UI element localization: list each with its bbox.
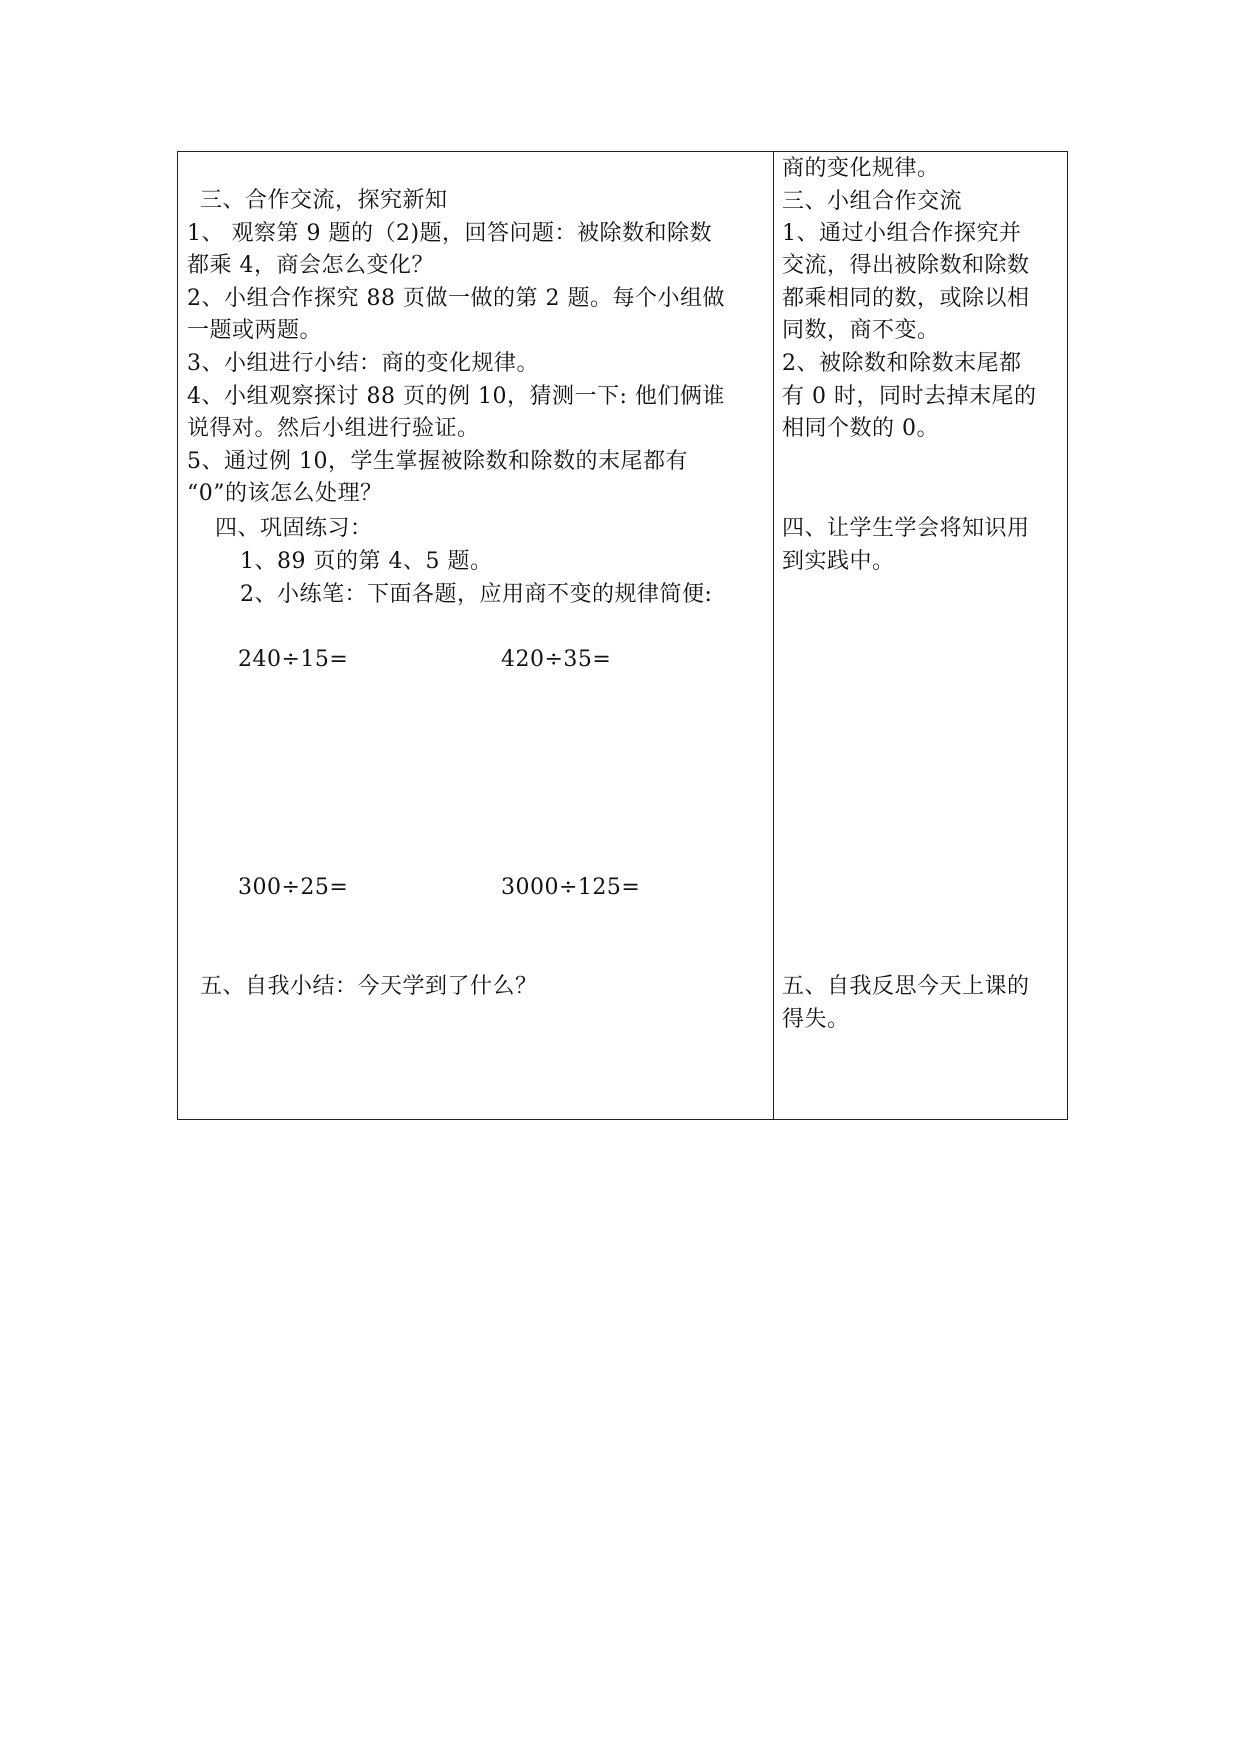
equation-3000-div-125: 3000÷125= xyxy=(501,875,641,900)
right-item1-line3: 都乘相同的数，或除以相 xyxy=(782,286,1030,311)
equation-420-div-35: 420÷35= xyxy=(501,647,612,672)
right-section5-line2: 得失。 xyxy=(782,1007,850,1032)
left-section4-title: 四、巩固练习： xyxy=(215,516,373,541)
left-item5-line1: 5、通过例 10，学生掌握被除数和除数的末尾都有 xyxy=(187,449,688,474)
left-item1-line2: 都乘 4，商会怎么变化？ xyxy=(187,253,434,278)
equation-300-div-25: 300÷25= xyxy=(238,875,349,900)
left-item2-line2: 一题或两题。 xyxy=(187,318,323,343)
right-item1-line2: 交流，得出被除数和除数 xyxy=(782,253,1030,278)
column-divider xyxy=(773,152,774,1119)
left-item2-line1: 2、小组合作探究 88 页做一做的第 2 题。每个小组做 xyxy=(187,286,725,311)
left-item3: 3、小组进行小结：商的变化规律。 xyxy=(187,351,539,376)
left-section3-title: 三、合作交流，探究新知 xyxy=(200,188,448,213)
right-section5-line1: 五、自我反思今天上课的 xyxy=(782,974,1030,999)
right-item2-line1: 2、被除数和除数末尾都 xyxy=(782,351,1022,376)
left-item5-line2: “0”的该怎么处理？ xyxy=(187,481,383,506)
equation-240-div-15: 240÷15= xyxy=(238,647,349,672)
left-practice1: 1、89 页的第 4、5 题。 xyxy=(240,549,493,574)
left-section5-title: 五、自我小结：今天学到了什么？ xyxy=(200,974,538,999)
left-item4-line2: 说得对。然后小组进行验证。 xyxy=(187,416,480,441)
right-section4-line1: 四、让学生学会将知识用 xyxy=(782,516,1030,541)
right-carry-line: 商的变化规律。 xyxy=(782,156,940,181)
left-item4-line1: 4、小组观察探讨 88 页的例 10，猜测一下: 他们俩谁 xyxy=(187,384,725,409)
left-item1-line1: 1、 观察第 9 题的（2)题，回答问题：被除数和除数 xyxy=(187,221,713,246)
right-item2-line2: 有 0 时，同时去掉末尾的 xyxy=(782,384,1037,409)
right-item2-line3: 相同个数的 0。 xyxy=(782,416,939,441)
right-item1-line4: 同数，商不变。 xyxy=(782,318,940,343)
right-section3-title: 三、小组合作交流 xyxy=(782,189,963,214)
right-section4-line2: 到实践中。 xyxy=(782,549,895,574)
left-practice2: 2、小练笔：下面各题，应用商不变的规律简便: xyxy=(240,582,713,607)
right-item1-line1: 1、通过小组合作探究并 xyxy=(782,221,1022,246)
